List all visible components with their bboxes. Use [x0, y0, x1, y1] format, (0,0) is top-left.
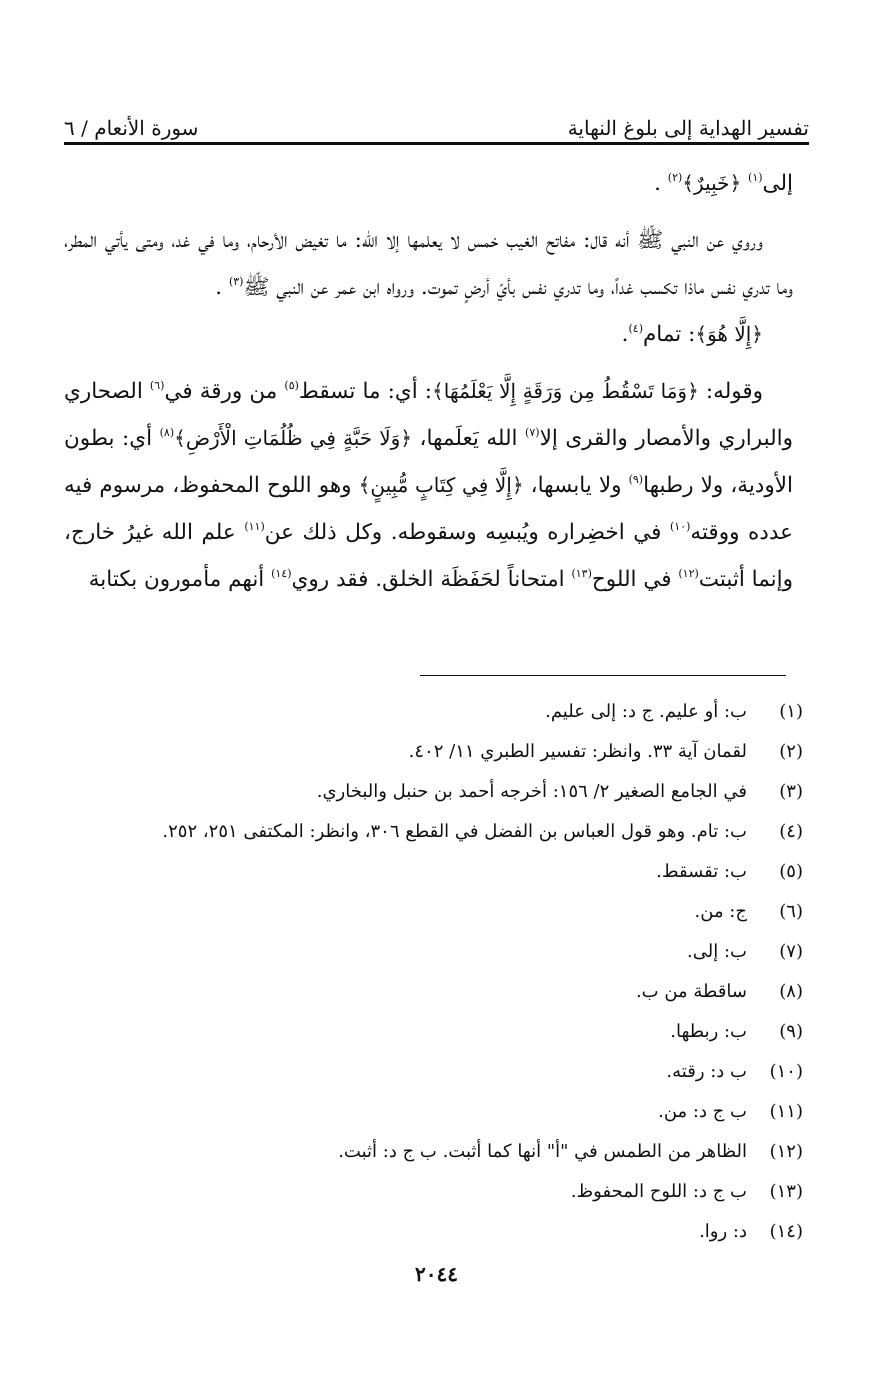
footnote-ref: (١١): [244, 520, 265, 533]
text-span: إلى: [762, 171, 793, 196]
text-span: : تمام: [643, 322, 696, 347]
text-span: علم الله غيرُ خارج، وإنما أثبتت: [64, 520, 793, 592]
paragraph-4: [64, 368, 793, 603]
footnote-item: [64, 812, 803, 852]
footnote-text: ب د: رقته.: [666, 1061, 747, 1082]
text-span: في اخضِراره ويُبسِه وسقوطه. وكل ذلك عن: [264, 520, 670, 545]
footnote-ref: (٧): [525, 426, 540, 439]
footnote-text: ب: أو عليم. ج د: إلى عليم.: [545, 701, 747, 722]
footnote-text: ب: ربطها.: [670, 1021, 747, 1042]
text-span: .: [621, 322, 629, 347]
footnote-number: (٥): [779, 861, 803, 882]
surah-label: سورة الأنعام / ٦: [64, 116, 199, 140]
footnote-text: ج: من.: [694, 901, 747, 922]
footnote-item: [64, 852, 803, 892]
quran-quote: ﴿إِلَّا فِي كِتَابٍ مُّبِينٍ﴾: [358, 473, 524, 497]
footnote-ref: (١٢): [678, 567, 699, 580]
footnote-number: (١١): [769, 1101, 803, 1122]
footnote-text: د: روا.: [699, 1221, 747, 1242]
footnote-item: [64, 1132, 803, 1172]
footnote-item: [64, 932, 803, 972]
footnote-item: [64, 1092, 803, 1132]
text-span: .: [215, 275, 223, 300]
footnote-text: في الجامع الصغير ٢/ ١٥٦: أخرجه أحمد بن حنبل والبخاري.: [316, 781, 747, 802]
footnote-number: (١٣): [769, 1181, 803, 1202]
footnote-ref: (٦): [149, 379, 165, 392]
paragraph-1: [64, 160, 793, 207]
text-span: : أي: ما تسقط: [298, 379, 433, 404]
footnote-number: (١٢): [769, 1141, 803, 1162]
running-header: [64, 104, 809, 140]
footnote-number: (٩): [779, 1021, 803, 1042]
quran-quote: ﴿إِلَّا هُوَ﴾: [695, 322, 763, 346]
footnote-ref: (١٤): [271, 567, 292, 580]
footnote-item: [64, 1172, 803, 1212]
page-number: ٢٠٤٤: [415, 1262, 458, 1286]
footnote-text: ب ج د: من.: [658, 1101, 747, 1122]
main-text: [64, 160, 793, 603]
footnote-item: [64, 972, 803, 1012]
footnote-number: (١٠): [769, 1061, 803, 1082]
footnote-text: ساقطة من ب.: [635, 981, 747, 1002]
footnote-item: [64, 692, 803, 732]
footnote-text: ب: إلى.: [687, 941, 747, 962]
footnote-item: [64, 732, 803, 772]
text-span: من ورقة في: [164, 379, 285, 404]
footnote-text: ب: تقسقط.: [656, 861, 747, 882]
footnote-number: (١٤): [769, 1221, 803, 1242]
footnote-number: (٢): [779, 741, 803, 762]
text-span: أنهم مأمورون بكتابة: [88, 567, 272, 592]
footnote-number: (٦): [779, 901, 803, 922]
text-span: الله يَعلَمها،: [412, 426, 526, 451]
footnote-ref: (٩): [628, 473, 644, 486]
footnote-item: [64, 772, 803, 812]
footnote-ref: (٨): [159, 426, 175, 439]
text-span: في اللوح: [591, 567, 679, 592]
footnote-ref: (٣): [228, 275, 244, 288]
quran-quote: ﴿وَلَا حَبَّةٍ فِي ظُلُمَاتِ الْأَرْضِ﴾: [174, 426, 412, 450]
text-span: امتحاناً لحَفَظَة الخلق. فقد روي: [291, 567, 572, 592]
footnote-ref: (٥): [284, 379, 299, 392]
quran-quote: ﴿خَبِيرٌ﴾: [682, 171, 742, 195]
footnote-number: (٣): [779, 781, 803, 802]
footnote-number: (٧): [779, 941, 803, 962]
footnote-text: ب: تام. وهو قول العباس بن الفضل في القطع ٣٠٦، وانظر: المكتفى ٢٥١، ٢٥٢.: [162, 821, 747, 842]
footnote-text: الظاهر من الطمس في "أ" أنها كما أثبت. ب ج د: أثبت.: [338, 1141, 747, 1162]
text-span: وهو اللوح المحفوظ، مرسوم فيه عدده ووقته: [64, 473, 793, 545]
text-span: الصحاري والبراري والأمصار والقرى إلا: [64, 379, 793, 451]
text-span: ولا يابسها،: [523, 473, 629, 498]
footnote-ref: (٢): [667, 171, 683, 184]
text-span: أي: بطون الأودية، ولا رطبها: [64, 426, 793, 498]
footnote-number: (١): [779, 701, 803, 722]
header-rule: [64, 142, 809, 145]
text-span: وقوله:: [705, 379, 764, 404]
footnote-ref: (١٠): [670, 520, 691, 533]
paragraph-3: [64, 311, 793, 358]
footnote-item: [64, 1052, 803, 1092]
footnote-number: (٤): [779, 821, 803, 842]
text-span: وروي عن النبي ﷺ أنه قال: مفاتح الغيب خمس لا يعلمها إلا الله: ما تغيض الأرحام، وما في غد، ومتى يأتي المطر، وما تدري نفس ماذا تكسب غداً، وما تدري نفس بأيّ أرضٍ تموت. ورواه ابن عمر عن النبي ﷺ: [64, 228, 793, 300]
footnote-number: (٨): [779, 981, 803, 1002]
footnote-ref: (٤): [628, 322, 643, 335]
footnote-text: لقمان آية ٣٣. وانظر: تفسير الطبري ١١/ ٤٠٢.: [408, 741, 747, 762]
footnote-item: [64, 892, 803, 932]
footnote-ref: (١٣): [571, 567, 592, 580]
footnotes: [64, 692, 803, 1252]
footnote-item: [64, 1012, 803, 1052]
footnote-item: [64, 1212, 803, 1252]
paragraph-2: [64, 217, 793, 311]
text-span: .: [654, 171, 661, 196]
book-title: تفسير الهداية إلى بلوغ النهاية: [567, 116, 809, 140]
footnote-text: ب ج د: اللوح المحفوظ.: [570, 1181, 747, 1202]
footnote-rule: [420, 675, 786, 676]
footnote-ref: (١): [748, 171, 763, 184]
quran-quote: ﴿وَمَا تَسْقُطُ مِن وَرَقَةٍ إِلَّا يَعْلَمُهَا﴾: [432, 379, 699, 403]
